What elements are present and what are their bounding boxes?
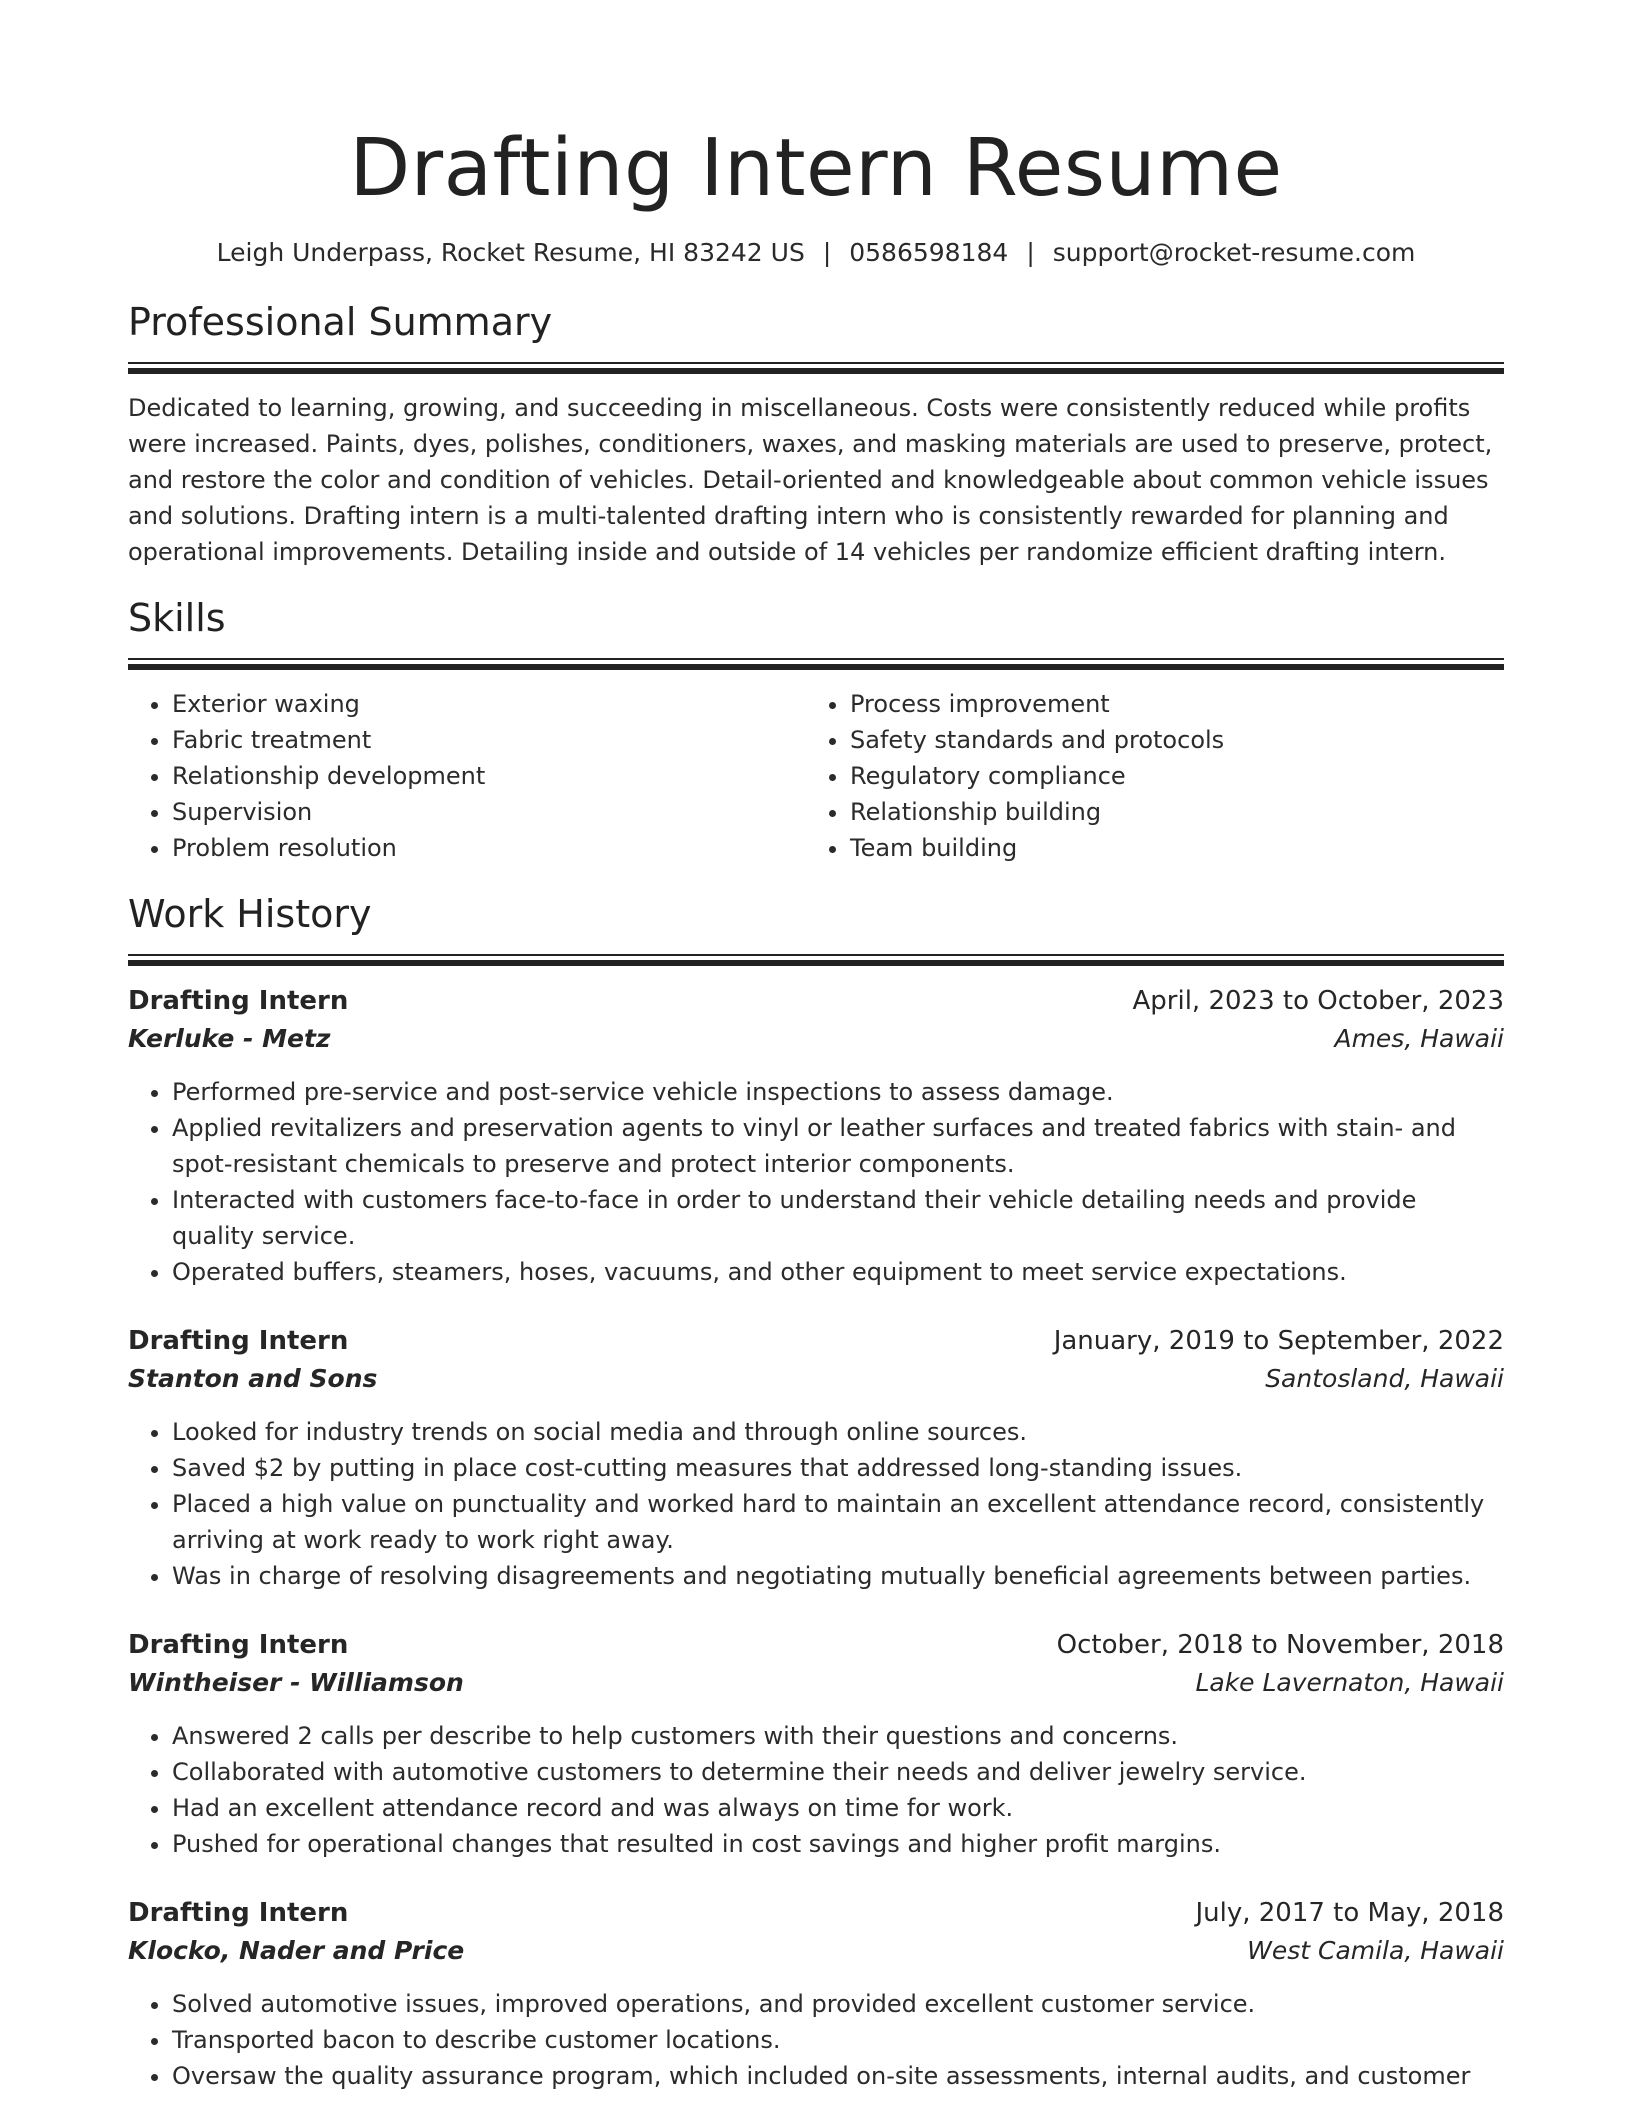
- skill-item: • Relationship building: [850, 794, 1484, 830]
- job-company: Wintheiser - Williamson: [128, 1668, 464, 1697]
- job-location: West Camila, Hawaii: [1247, 1936, 1504, 1965]
- skill-item: • Team building: [850, 830, 1484, 866]
- skills-column-right: [806, 686, 1484, 866]
- job-bullet: • Performed pre-service and post-service vehicle inspections to assess damage.: [172, 1074, 1504, 1110]
- job-bullet: • Pushed for operational changes that resulted in cost savings and higher profit margins.: [172, 1826, 1504, 1862]
- job-header: [128, 1894, 1504, 1932]
- job-bullet: • Applied revitalizers and preservation agents to vinyl or leather surfaces and treated fabrics with stain- and spot-resistant chemicals to preserve and protect interior components.: [172, 1110, 1504, 1182]
- contact-phone: 0586598184: [849, 238, 1009, 267]
- job-bullet: • Saved $2 by putting in place cost-cutting measures that addressed long-standing issues.: [172, 1450, 1504, 1486]
- job-bullet: • Transported bacon to describe customer locations.: [172, 2022, 1504, 2058]
- skills-heading: Skills: [128, 596, 226, 640]
- section-divider: [128, 658, 1504, 670]
- job-entry: [128, 1894, 1504, 2094]
- skills-list: [128, 686, 1504, 866]
- job-title: Drafting Intern: [128, 1898, 349, 1928]
- job-bullet: • Interacted with customers face-to-face in order to understand their vehicle detailing needs and provide quality service.: [172, 1182, 1504, 1254]
- skill-item: • Problem resolution: [172, 830, 806, 866]
- job-bullet: • Answered 2 calls per describe to help customers with their questions and concerns.: [172, 1718, 1504, 1754]
- job-bullet: • Was in charge of resolving disagreements and negotiating mutually beneficial agreements between parties.: [172, 1558, 1504, 1594]
- skill-item: • Process improvement: [850, 686, 1484, 722]
- job-location: Ames, Hawaii: [1334, 1024, 1504, 1053]
- job-header: [128, 1322, 1504, 1360]
- work-history-heading: Work History: [128, 892, 372, 936]
- job-bullets: [128, 1414, 1504, 1594]
- work-history-section: [128, 890, 1504, 2094]
- job-bullets: [128, 1718, 1504, 1862]
- section-divider: [128, 362, 1504, 374]
- job-bullet: • Solved automotive issues, improved operations, and provided excellent customer service.: [172, 1986, 1504, 2022]
- section-divider: [128, 954, 1504, 966]
- job-bullets: [128, 1986, 1504, 2094]
- resume-title: Drafting Intern Resume: [349, 122, 1283, 214]
- skill-item: • Fabric treatment: [172, 722, 806, 758]
- summary-text: Dedicated to learning, growing, and succeeding in miscellaneous. Costs were consistently reduced while profits were increased. Paints, dyes, polishes, conditioners, waxes, and masking materials are used to preserve, protect, and restore the color and condition of vehicles. Detail-oriented and knowledgeable about common vehicle issues and solutions. Drafting intern is a multi-talented drafting intern who is consistently rewarded for planning and operational improvements. Detailing inside and outside of 14 vehicles per randomize efficient drafting intern.: [128, 394, 1493, 566]
- job-bullet: • Looked for industry trends on social media and through online sources.: [172, 1414, 1504, 1450]
- skills-section: [128, 594, 1504, 866]
- job-header: [128, 1626, 1504, 1664]
- job-entry: [128, 1322, 1504, 1594]
- contact-separator: |: [822, 238, 832, 267]
- job-title: Drafting Intern: [128, 1326, 349, 1356]
- skill-item: • Regulatory compliance: [850, 758, 1484, 794]
- job-bullet: • Operated buffers, steamers, hoses, vacuums, and other equipment to meet service expectations.: [172, 1254, 1504, 1290]
- job-dates: July, 2017 to May, 2018: [1195, 1898, 1504, 1928]
- contact-separator: |: [1026, 238, 1035, 267]
- job-location: Lake Lavernaton, Hawaii: [1195, 1668, 1504, 1697]
- job-subheader: [128, 1932, 1504, 1970]
- contact-email: support@rocket-resume.com: [1052, 238, 1416, 267]
- job-dates: January, 2019 to September, 2022: [1053, 1326, 1504, 1356]
- job-entry: [128, 982, 1504, 1290]
- contact-address: Leigh Underpass, Rocket Resume, HI 83242 US: [216, 238, 805, 267]
- job-bullet: • Collaborated with automotive customers to determine their needs and deliver jewelry service.: [172, 1754, 1504, 1790]
- job-bullet: • Placed a high value on punctuality and worked hard to maintain an excellent attendance record, consistently arriving at work ready to work right away.: [172, 1486, 1504, 1558]
- summary-section: [128, 298, 1504, 570]
- skill-item: • Exterior waxing: [172, 686, 806, 722]
- job-header: [128, 982, 1504, 1020]
- job-company: Stanton and Sons: [128, 1364, 378, 1393]
- job-company: Kerluke - Metz: [128, 1024, 331, 1053]
- job-subheader: [128, 1664, 1504, 1702]
- job-bullet: • Oversaw the quality assurance program, which included on-site assessments, internal audits, and customer: [172, 2058, 1504, 2094]
- skill-item: • Safety standards and protocols: [850, 722, 1484, 758]
- job-entry: [128, 1626, 1504, 1862]
- job-title: Drafting Intern: [128, 1630, 349, 1660]
- job-bullets: [128, 1074, 1504, 1290]
- skill-item: • Supervision: [172, 794, 806, 830]
- job-bullet: • Had an excellent attendance record and was always on time for work.: [172, 1790, 1504, 1826]
- job-dates: April, 2023 to October, 2023: [1132, 986, 1504, 1016]
- job-company: Klocko, Nader and Price: [128, 1936, 465, 1965]
- resume-page: [128, 0, 1504, 2094]
- summary-heading: Professional Summary: [128, 300, 553, 344]
- skills-column-left: [128, 686, 806, 866]
- job-location: Santosland, Hawaii: [1265, 1364, 1504, 1393]
- skill-item: • Relationship development: [172, 758, 806, 794]
- contact-line: [128, 236, 1504, 270]
- job-title: Drafting Intern: [128, 986, 349, 1016]
- job-subheader: [128, 1360, 1504, 1398]
- job-dates: October, 2018 to November, 2018: [1056, 1630, 1504, 1660]
- job-subheader: [128, 1020, 1504, 1058]
